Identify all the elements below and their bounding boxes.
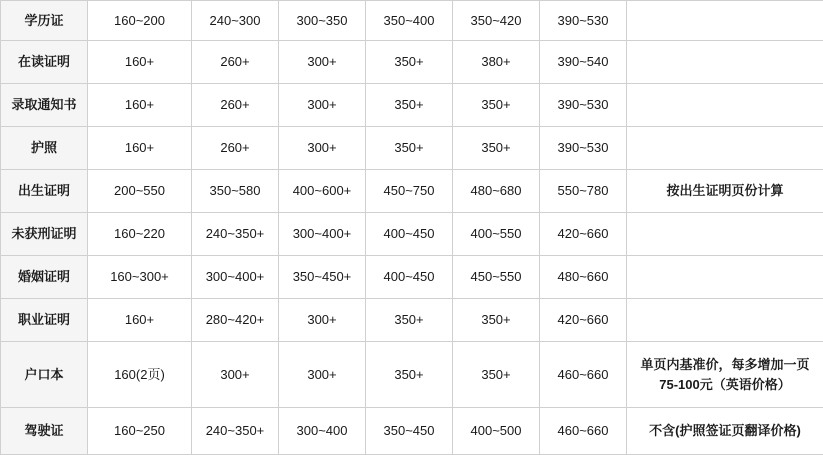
table-row — [1, 84, 823, 127]
table-row — [1, 299, 823, 342]
price-cell: 160+ — [88, 41, 192, 84]
row-note-line: 单页内基准价，每多增加一页 — [629, 355, 821, 375]
row-note-line: 75-100元（英语价格） — [629, 375, 821, 395]
price-cell: 160~220 — [88, 213, 192, 256]
price-cell: 450~550 — [453, 256, 540, 299]
price-cell: 390~530 — [540, 127, 627, 170]
price-cell: 400~600+ — [279, 170, 366, 213]
row-label: 学历证 — [1, 1, 88, 41]
row-label: 婚姻证明 — [1, 256, 88, 299]
price-cell: 300+ — [279, 127, 366, 170]
price-cell: 160~250 — [88, 408, 192, 455]
row-note: 按出生证明页份计算 — [627, 170, 823, 213]
price-cell: 350+ — [453, 127, 540, 170]
price-cell: 300~400+ — [279, 213, 366, 256]
price-cell: 160+ — [88, 299, 192, 342]
price-cell: 160+ — [88, 127, 192, 170]
row-note: 不含(护照签证页翻译价格) — [627, 408, 823, 455]
price-cell: 300+ — [192, 342, 279, 408]
price-cell: 300+ — [279, 41, 366, 84]
price-cell: 240~300 — [192, 1, 279, 41]
price-cell: 350+ — [366, 299, 453, 342]
price-cell: 380+ — [453, 41, 540, 84]
price-cell: 350~580 — [192, 170, 279, 213]
row-label: 护照 — [1, 127, 88, 170]
price-cell: 390~530 — [540, 1, 627, 41]
price-cell: 350~420 — [453, 1, 540, 41]
row-note — [627, 256, 823, 299]
price-cell: 350+ — [366, 127, 453, 170]
price-cell: 390~540 — [540, 41, 627, 84]
price-cell: 480~660 — [540, 256, 627, 299]
row-note — [627, 213, 823, 256]
row-label: 户口本 — [1, 342, 88, 408]
table-row — [1, 213, 823, 256]
price-cell: 350+ — [366, 342, 453, 408]
price-cell: 260+ — [192, 127, 279, 170]
price-cell: 160(2页) — [88, 342, 192, 408]
price-cell: 460~660 — [540, 342, 627, 408]
price-cell: 300+ — [279, 84, 366, 127]
price-cell: 400~450 — [366, 213, 453, 256]
row-note — [627, 41, 823, 84]
price-cell: 160+ — [88, 84, 192, 127]
row-label: 职业证明 — [1, 299, 88, 342]
price-cell: 350+ — [366, 84, 453, 127]
row-label: 录取通知书 — [1, 84, 88, 127]
price-cell: 390~530 — [540, 84, 627, 127]
price-cell: 350~450 — [366, 408, 453, 455]
row-note — [627, 84, 823, 127]
row-note — [627, 127, 823, 170]
price-cell: 350~400 — [366, 1, 453, 41]
price-cell: 350+ — [453, 299, 540, 342]
price-table-body — [1, 1, 823, 455]
table-row — [1, 1, 823, 41]
price-cell: 160~300+ — [88, 256, 192, 299]
table-row — [1, 41, 823, 84]
price-cell: 480~680 — [453, 170, 540, 213]
table-row — [1, 127, 823, 170]
price-cell: 240~350+ — [192, 213, 279, 256]
row-note — [627, 1, 823, 41]
table-row — [1, 256, 823, 299]
price-cell: 300~350 — [279, 1, 366, 41]
price-cell: 400~450 — [366, 256, 453, 299]
price-cell: 260+ — [192, 84, 279, 127]
price-cell: 300+ — [279, 299, 366, 342]
price-cell: 300+ — [279, 342, 366, 408]
price-cell: 450~750 — [366, 170, 453, 213]
row-label: 在读证明 — [1, 41, 88, 84]
price-cell: 400~550 — [453, 213, 540, 256]
price-cell: 300~400 — [279, 408, 366, 455]
row-note — [627, 299, 823, 342]
price-cell: 160~200 — [88, 1, 192, 41]
price-cell: 350+ — [453, 84, 540, 127]
price-cell: 240~350+ — [192, 408, 279, 455]
table-row — [1, 342, 823, 408]
price-cell: 260+ — [192, 41, 279, 84]
price-cell: 350~450+ — [279, 256, 366, 299]
price-cell: 200~550 — [88, 170, 192, 213]
price-cell: 350+ — [366, 41, 453, 84]
price-cell: 280~420+ — [192, 299, 279, 342]
row-label: 出生证明 — [1, 170, 88, 213]
price-cell: 420~660 — [540, 299, 627, 342]
row-label: 未获刑证明 — [1, 213, 88, 256]
row-note — [627, 342, 823, 408]
row-label: 驾驶证 — [1, 408, 88, 455]
price-cell: 460~660 — [540, 408, 627, 455]
price-cell: 400~500 — [453, 408, 540, 455]
price-cell: 420~660 — [540, 213, 627, 256]
table-row — [1, 408, 823, 455]
price-cell: 550~780 — [540, 170, 627, 213]
price-cell: 300~400+ — [192, 256, 279, 299]
price-cell: 350+ — [453, 342, 540, 408]
table-row — [1, 170, 823, 213]
